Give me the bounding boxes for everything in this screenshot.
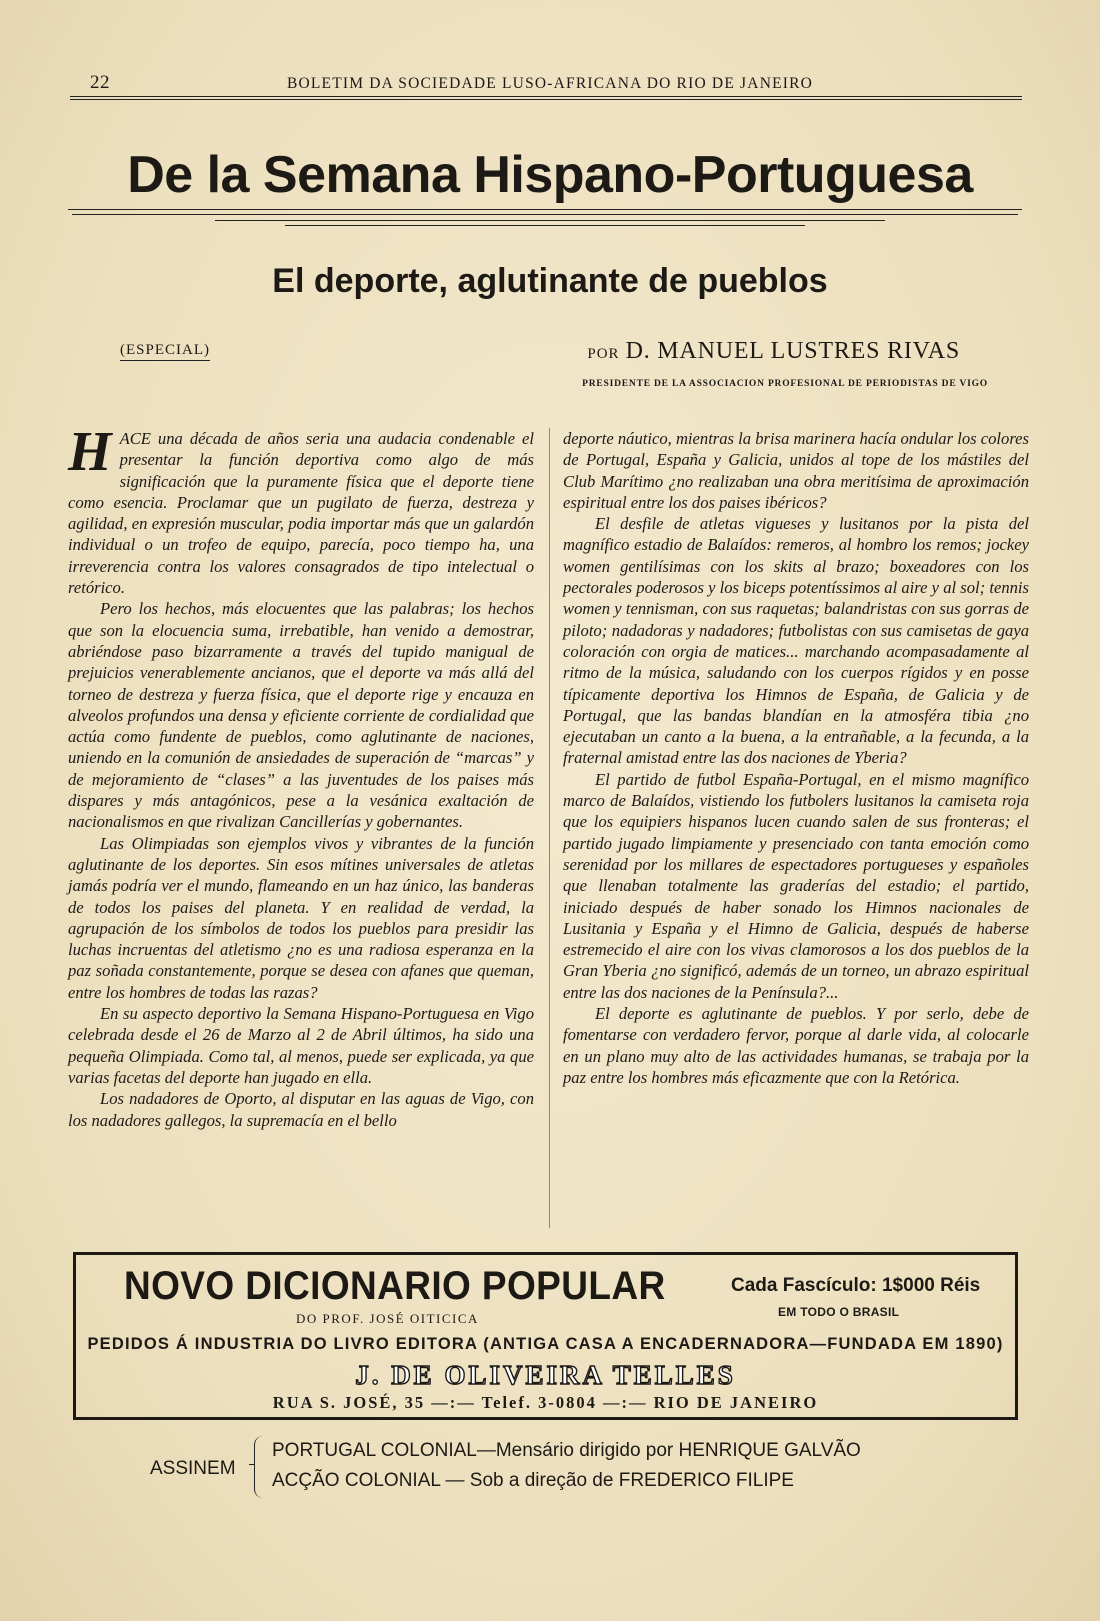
ad-title: NOVO DICIONARIO POPULAR bbox=[124, 1263, 666, 1308]
article-paragraph: HACE una década de años seria una audacia condenable el presentar la función deportiva como algo de más significación que la puramente física que el deporte tiene como esencia. Proclamar que un pugilato de fuerza, destreza y agilidad, en expresión muscular, podia importar más que un galardón individual o un trofeo de equipo, parecía, poco tiempo ha, una irreverencia contra los valores consagrados de tipo intelectual o retórico. bbox=[68, 421, 534, 598]
title-rule-2 bbox=[72, 214, 1018, 215]
ad-price-note: EM TODO O BRASIL bbox=[778, 1305, 900, 1319]
ad-price: Cada Fascículo: 1$000 Réis bbox=[731, 1275, 981, 1296]
ad-orders: PEDIDOS Á INDUSTRIA DO LIVRO EDITORA (ANTIGA CASA A ENCADERNADORA—FUNDADA EM 1890) bbox=[87, 1335, 1004, 1353]
page-number: 22 bbox=[90, 72, 110, 93]
subscription-line-2: ACÇÃO COLONIAL — Sob a direção de FREDERICO FILIPE bbox=[272, 1470, 794, 1491]
ad-publisher: J. DE OLIVEIRA TELLES bbox=[355, 1360, 736, 1390]
title-rule-4 bbox=[285, 225, 805, 226]
article-title: De la Semana Hispano-Portuguesa bbox=[127, 146, 973, 204]
dictionary-advertisement bbox=[73, 1252, 1018, 1420]
running-header bbox=[70, 70, 1030, 96]
byline-por: POR bbox=[587, 346, 620, 362]
brace-tip-icon bbox=[249, 1464, 255, 1465]
article-paragraph: Pero los hechos, más elocuentes que las palabras; los hechos que son la elocuencia suma, irrebatible, han venido a demostrar, abriéndose paso bizarramente a través del tupido manigual de prejuicios venerablemente ancianos, que el deporte va más allá del torneo de destreza y fuerza física, que el deporte rige y encauza en alveolos profundos una densa y eficiente corriente de cordialidad que actúa como fundente de pueblos, como aglutinante de naciones, uniendo en la comunión de ansiedades de superación de “marcas” y de mejoramiento de “clases” a las juventudes de los paises más dispares y más antagónicos, pese a la vesánica exaltación de nacionalismos en que rivalizan Cancillerías y gobernantes. bbox=[68, 599, 534, 832]
article-paragraph: Las Olimpiadas son ejemplos vivos y vibrantes de la función aglutinante de los deportes. Sin esos mítines universales de atletas jamás podría ver el mundo, flameando en un haz único, las banderas de todos los paises del planeta. Y en realidad de verdad, la agrupación de los símbolos de todos los pueblos para presidir las luchas incruentas del atletismo ¿no es una radiosa esperanza en la paz soñada constantemente, porque se desea con afanes que queman, entre los hombres de todas las razas? bbox=[68, 833, 534, 1002]
article-paragraph: Los nadadores de Oporto, al disputar en las aguas de Vigo, con los nadadores gallegos, la supremacía en el bello bbox=[68, 1089, 534, 1130]
article-column-right bbox=[563, 428, 1029, 1088]
header-rule bbox=[70, 96, 1022, 100]
especial-label: (ESPECIAL) bbox=[120, 342, 210, 361]
article-paragraph: El deporte es aglutinante de pueblos. Y por serlo, debe de fomentarse con verdadero fervor, porque al darle vida, al colocarle en un plano muy alto de las actividades humanas, se trabaja por la paz entre los hombres más eficazmente que con la Retórica. bbox=[563, 1004, 1029, 1087]
author-role: PRESIDENTE DE LA ASSOCIACION PROFESIONAL DE PERIODISTAS DE VIGO bbox=[582, 379, 988, 389]
ad-author: DO PROF. JOSÉ OITICICA bbox=[296, 1311, 479, 1326]
column-divider bbox=[549, 428, 550, 1228]
title-rule-1 bbox=[68, 209, 1022, 210]
author-name: D. MANUEL LUSTRES RIVAS bbox=[625, 338, 960, 364]
article-paragraph: deporte náutico, mientras la brisa marinera hacía ondular los colores de Portugal, España y Galicia, unidos al tope de los mástiles del Club Marítimo ¿no realizaban una obra meritísima de aproximación espiritual entre los dos paises ibéricos? bbox=[563, 429, 1029, 512]
article-paragraph: El partido de futbol España-Portugal, en el mismo magnífico marco de Balaídos, vistiendo los futbolers lusitanos la camiseta roja que los equipiers hispanos lucen cuando salen de sus fronteras; el partido jugado limpiamente y presenciado con tanta emoción como serenidad por los millares de espectadores portugueses y españoles que llenaban totalmente las graderías del estadio; el partido, iniciado después de haber sonado los Himnos nacionales de Lusitania y España y el Himno de Galicia, después de haberse estremecido el aire con los vivas clamorosos a los dos pueblos de la Gran Yberia ¿no significó, además de un torneo, un abrazo espiritual entre las dos naciones de la Península?... bbox=[563, 769, 1029, 1002]
running-title: BOLETIM DA SOCIEDADE LUSO-AFRICANA DO RIO DE JANEIRO bbox=[286, 75, 814, 92]
article-column-left bbox=[68, 421, 534, 1131]
article-paragraph: El desfile de atletas vigueses y lusitanos por la pista del magnífico estadio de Balaídos: remeros, al hombro los remos; jockey women gentilísimas con los skits al brazo; boxeadores con los pectorales poderosos y los biceps potentíssimos al aire y al sol; tennis women y tennisman, con sus raquetas; balandristas con sus gorras de piloto; nadadoras y nadadores; futbolistas con sus camisetas de gaya coloración con orgia de matices... marchando acompasadamente al ritmo de la música, saludando con los cuerpos rígidos y en posse típicamente deportiva los Himnos de España, de Galicia y de Portugal, que las bandas blandían en la atmosféra tibia ¿no ejecutaban un canto a la buena, a la entrañable, a la fecunda, a la fraternal amistad entre las dos naciones de Yberia? bbox=[563, 514, 1029, 768]
article-paragraph: En su aspecto deportivo la Semana Hispano-Portuguesa en Vigo celebrada desde el 26 de Marzo al 2 de Abril últimos, ha sido una pequeña Olimpiada. Como tal, al menos, puede ser explicada, ya que varias facetas del deporte han jugado en ella. bbox=[68, 1004, 534, 1087]
ad-address: RUA S. JOSÉ, 35 —:— Telef. 3-0804 —:— RIO DE JANEIRO bbox=[272, 1393, 819, 1412]
byline bbox=[587, 338, 960, 365]
drop-cap: H bbox=[68, 421, 112, 483]
subscription-line-1: PORTUGAL COLONIAL—Mensário dirigido por HENRIQUE GALVÃO bbox=[272, 1440, 861, 1461]
article-subtitle: El deporte, aglutinante de pueblos bbox=[272, 262, 828, 300]
title-rule-3 bbox=[215, 220, 885, 221]
brace-icon bbox=[254, 1436, 263, 1498]
assinem-label: ASSINEM bbox=[150, 1458, 236, 1479]
